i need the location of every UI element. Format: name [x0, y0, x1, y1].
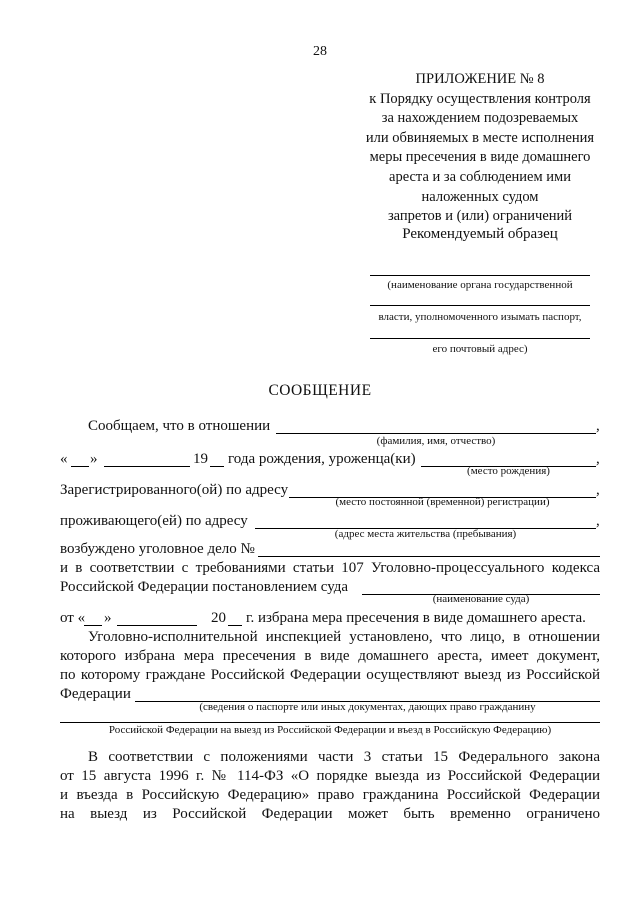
appendix-line: к Порядку осуществления контроля: [369, 90, 591, 107]
registration-label: Зарегистрированного(ой) по адресу: [60, 482, 289, 498]
appendix-line: или обвиняемых в месте исполнения: [365, 129, 595, 146]
document-title: СООБЩЕНИЕ: [268, 382, 372, 399]
measure-month-field: [117, 625, 197, 626]
court-label: Российской Федерации постановлением суда: [60, 579, 349, 595]
paragraph-line: Федерации: [60, 686, 131, 702]
day-open-quote: «: [60, 451, 68, 467]
comma: ,: [596, 451, 600, 467]
name-caption: (фамилия, имя, отчество): [376, 435, 496, 447]
appendix-title: ПРИЛОЖЕНИЕ № 8: [415, 71, 545, 87]
legal-basis-line: и в соответствии с требованиями статьи 107 Уголовно-процессуального кодекса: [60, 560, 600, 576]
paragraph-line: по которому граждане Российской Федерации осуществляют выезд из Российской: [60, 667, 600, 683]
paragraph-line: и въезда в Российскую Федерацию» право гражданина Российской Федерации: [60, 787, 600, 803]
date-close-quote: »: [104, 610, 112, 626]
appendix-line: меры пресечения в виде домашнего: [369, 149, 591, 166]
recipient-line-1: [370, 275, 590, 276]
sample-label: Рекомендуемый образец: [402, 226, 558, 242]
name-field: [276, 433, 596, 434]
registration-caption: (место постоянной (временной) регистрации): [335, 496, 550, 508]
date-from-label: от «: [60, 610, 86, 626]
appendix-header: [340, 70, 620, 227]
recipient-line-2: [370, 305, 590, 306]
day-close-quote: »: [90, 451, 98, 467]
appendix-line: ареста и за соблюдением ими: [389, 168, 571, 185]
case-number-field: [258, 556, 600, 557]
comma: ,: [596, 513, 600, 529]
birth-year-field: [210, 466, 224, 467]
residence-label: проживающего(ей) по адресу: [60, 513, 248, 529]
paragraph-line: от 15 августа 1996 г. № 114-ФЗ «О порядке выезда из Российской Федерации: [60, 768, 600, 784]
recipient-caption-1: (наименование органа государственной: [387, 279, 573, 291]
paragraph-line: которого избрана мера пресечения в виде домашнего ареста, имеет документ,: [60, 648, 600, 664]
paragraph-line: Уголовно-исполнительной инспекцией установлено, что лицо, в отношении: [88, 629, 600, 645]
comma: ,: [596, 482, 600, 498]
recipient-caption-3: его почтовый адрес): [432, 343, 528, 355]
measure-day-field: [84, 625, 102, 626]
residence-caption: (адрес места жительства (пребывания): [334, 528, 517, 540]
court-caption: (наименование суда): [432, 593, 530, 605]
birth-day-field: [71, 466, 89, 467]
measure-century: 20: [211, 610, 226, 626]
recipient-caption-2: власти, уполномоченного изымать паспорт,: [378, 311, 582, 323]
paragraph-line: В соответствии с положениями части 3 статьи 15 Федерального закона: [88, 749, 600, 765]
measure-text: г. избрана мера пресечения в виде домашнего ареста.: [246, 610, 586, 626]
paragraph-line: на выезд из Российской Федерации может быть временно ограничено: [60, 806, 600, 822]
passport-caption: (сведения о паспорте или иных документах, дающих право гражданину: [199, 701, 536, 713]
comma: ,: [596, 418, 600, 434]
case-label: возбуждено уголовное дело №: [60, 541, 255, 557]
appendix-line: запретов и (или) ограничений: [387, 208, 573, 225]
name-label: Сообщаем, что в отношении: [88, 418, 271, 434]
page-number: 28: [313, 44, 327, 59]
measure-year-field: [228, 625, 242, 626]
birth-century: 19: [193, 451, 208, 467]
passport-field-line-2: [60, 722, 600, 723]
recipient-line-3: [370, 338, 590, 339]
appendix-line: за нахождением подозреваемых: [381, 110, 579, 127]
birth-label: года рождения, уроженца(ки): [228, 451, 416, 467]
birthplace-caption: (место рождения): [467, 465, 550, 477]
birth-month-field: [104, 466, 190, 467]
passport-caption-2: Российской Федерации на выезд из Российской Федерации и въезд в Российскую Федерацию): [108, 724, 552, 736]
appendix-line: наложенных судом: [421, 188, 539, 205]
